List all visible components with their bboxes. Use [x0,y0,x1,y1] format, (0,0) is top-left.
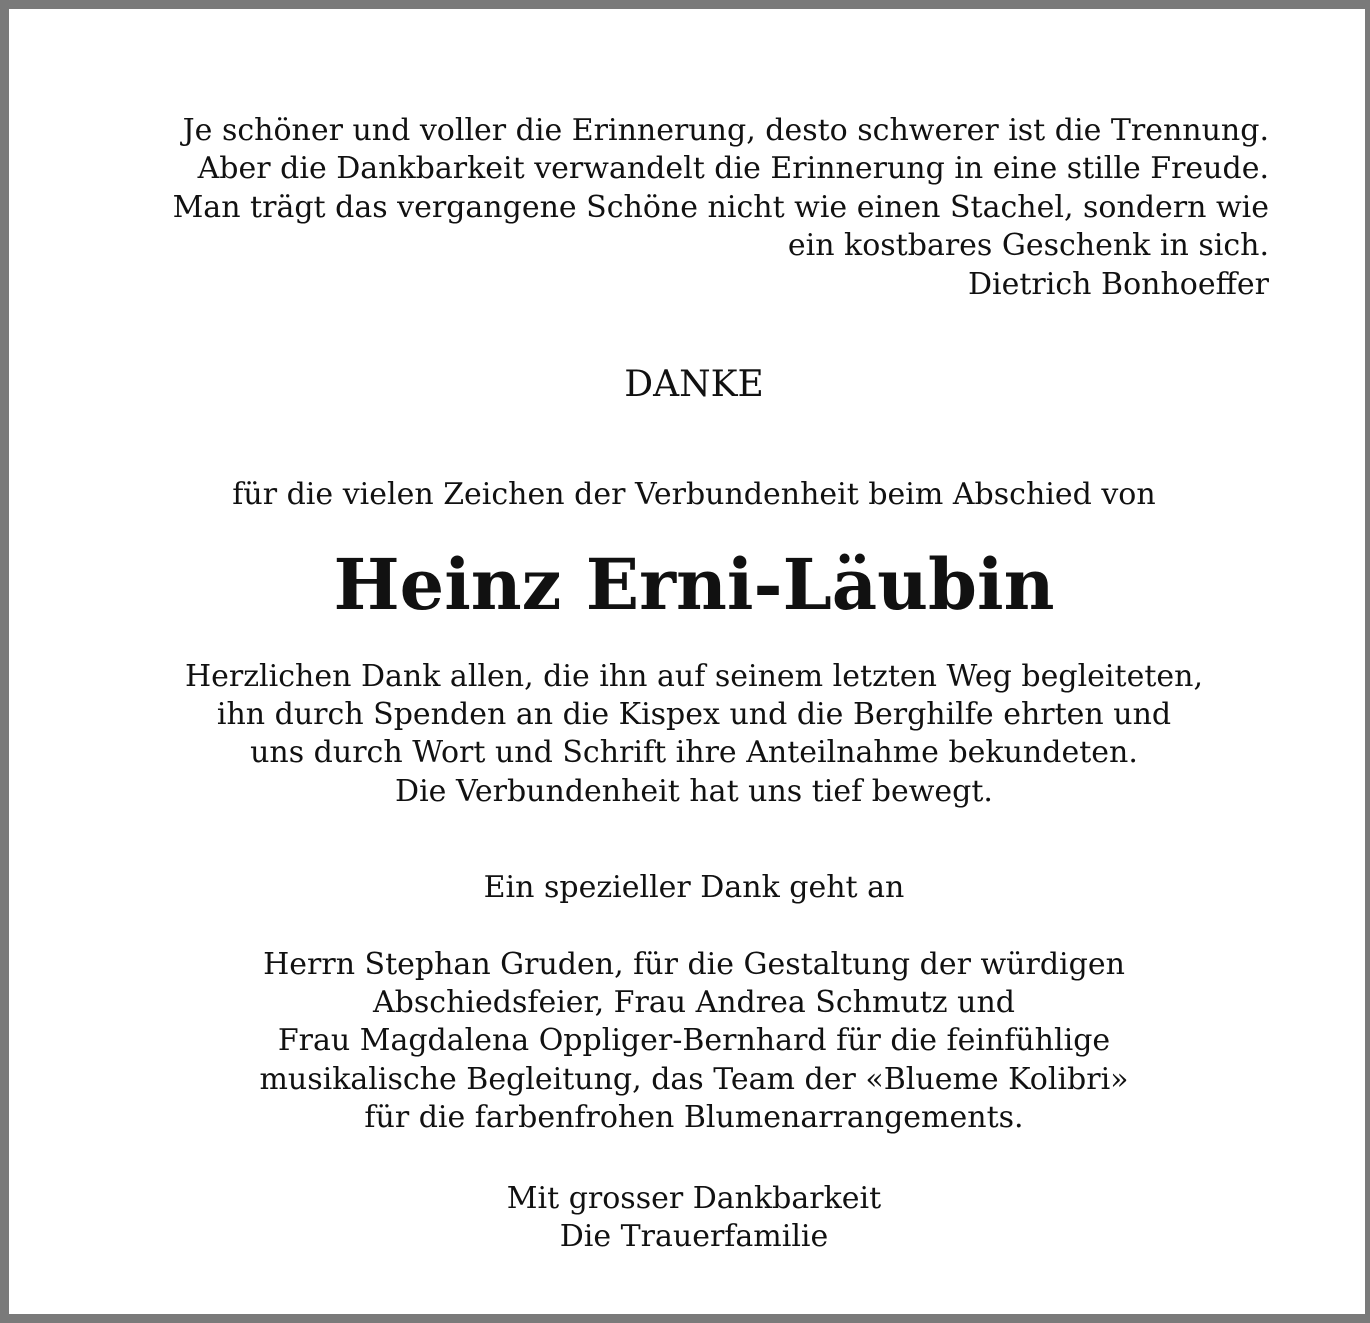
intro-text: für die vielen Zeichen der Verbundenheit beim Abschied von [232,477,1156,512]
closing-block [9,1180,1370,1256]
special-thanks-line: Abschiedsfeier, Frau Andrea Schmutz und [373,985,1015,1021]
quote-block [173,112,1269,304]
quote-author: Dietrich Bonhoeffer [967,266,1269,302]
special-thanks-line: für die farbenfrohen Blumenarrangements. [364,1099,1024,1135]
quote-line: ein kostbares Geschenk in sich. [787,228,1269,264]
signature-family: Die Trauerfamilie [559,1219,829,1255]
deceased-name: Heinz Erni-Läubin [333,543,1055,626]
special-thanks-line: Herrn Stephan Gruden, für die Gestaltung der würdigen [263,947,1125,982]
special-thanks-line: musikalische Begleitung, das Team der «Blueme Kolibri» [259,1061,1129,1097]
thanks-line: Herzlichen Dank allen, die ihn auf seinem letzten Weg begleiteten, [184,659,1204,694]
thanks-line: ihn durch Spenden an die Kispex und die Berghilfe ehrten und [216,697,1172,733]
quote-line: Je schöner und voller die Erinnerung, desto schwerer ist die Trennung. [182,113,1269,148]
thanks-line: uns durch Wort und Schrift ihre Anteilnahme bekundeten. [250,735,1138,771]
special-thanks-block [9,946,1370,1137]
title-danke: DANKE [624,364,764,405]
special-thanks-line: Frau Magdalena Oppliger-Bernhard für die feinfühlige [277,1023,1111,1059]
thanks-line: Die Verbundenheit hat uns tief bewegt. [395,773,993,809]
thanks-block [9,658,1370,811]
special-thanks-intro: Ein spezieller Dank geht an [483,870,905,905]
quote-line: Man trägt das vergangene Schöne nicht wie einen Stachel, sondern wie [172,189,1269,225]
closing-line: Mit grosser Dankbarkeit [506,1181,882,1216]
quote-line: Aber die Dankbarkeit verwandelt die Erinnerung in eine stille Freude. [197,151,1269,187]
